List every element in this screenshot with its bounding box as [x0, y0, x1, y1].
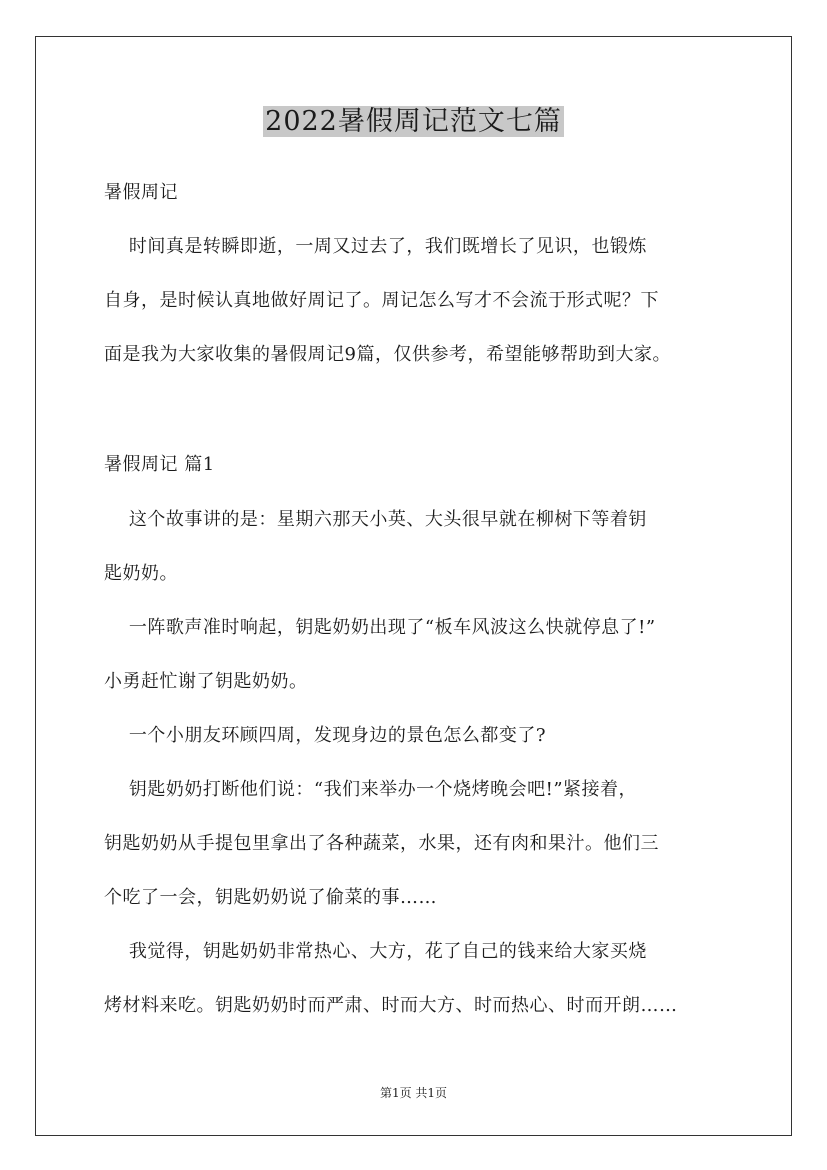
- section-heading: 暑假周记: [104, 182, 178, 203]
- body-line: 小勇赶忙谢了钥匙奶奶。: [104, 671, 308, 692]
- body-line: 个吃了一会，钥匙奶奶说了偷菜的事……: [104, 887, 437, 908]
- body-line: 匙奶奶。: [104, 563, 178, 584]
- document-title-text: 2022暑假周记范文七篇: [265, 106, 562, 137]
- body-line: 我觉得，钥匙奶奶非常热心、大方，花了自己的钱来给大家买烧: [104, 941, 647, 962]
- intro-line: 自身，是时候认真地做好周记了。周记怎么写才不会流于形式呢？下: [104, 290, 659, 311]
- body-line: 烤材料来吃。钥匙奶奶时而严肃、时而大方、时而热心、时而开朗……: [104, 995, 678, 1016]
- intro-line: 时间真是转瞬即逝，一周又过去了，我们既增长了见识，也锻炼: [104, 236, 647, 257]
- intro-line: 面是我为大家收集的暑假周记9篇，仅供参考，希望能够帮助到大家。: [104, 344, 671, 365]
- article-heading: 暑假周记 篇1: [104, 454, 215, 475]
- body-line: 这个故事讲的是：星期六那天小英、大头很早就在柳树下等着钥: [104, 509, 647, 530]
- body-line: 钥匙奶奶从手提包里拿出了各种蔬菜，水果，还有肉和果汁。他们三: [104, 833, 659, 854]
- body-line: 钥匙奶奶打断他们说：“我们来举办一个烧烤晚会吧!”紧接着，: [104, 779, 638, 800]
- body-line: 一阵歌声准时响起，钥匙奶奶出现了“板车风波这么快就停息了!”: [104, 617, 656, 638]
- body-line: 一个小朋友环顾四周，发现身边的景色怎么都变了?: [104, 725, 547, 746]
- document-title: [0, 102, 827, 142]
- page-footer: 第1页 共1页: [379, 1086, 448, 1100]
